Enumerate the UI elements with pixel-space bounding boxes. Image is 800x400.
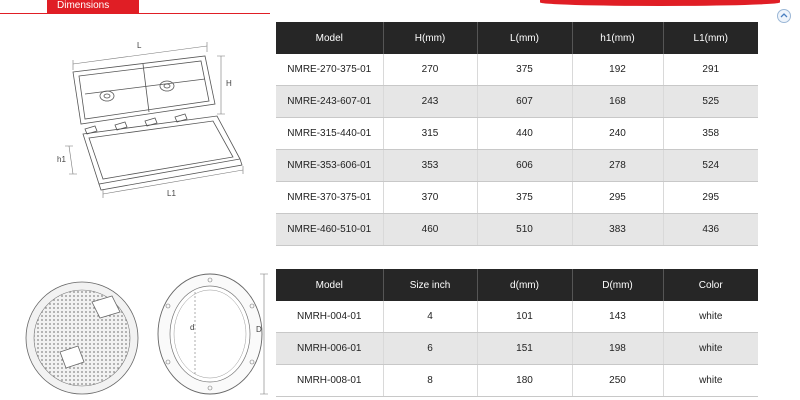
cell-value: 278 (572, 150, 663, 182)
label-H: H (226, 79, 232, 88)
cell-value: 524 (663, 150, 758, 182)
cell-value: 180 (477, 365, 572, 397)
cell-value: 606 (477, 150, 572, 182)
cell-model: NMRH-006-01 (276, 333, 383, 365)
table-header-row (276, 22, 758, 54)
cell-value: 295 (663, 182, 758, 214)
label-L: L (137, 41, 142, 50)
header-color: Color (663, 269, 758, 301)
cell-value: 607 (477, 86, 572, 118)
cell-value: 291 (663, 54, 758, 86)
cell-value: 525 (663, 86, 758, 118)
table-row (276, 333, 758, 365)
cell-model: NMRE-370-375-01 (276, 182, 383, 214)
table-row (276, 150, 758, 182)
header-outer-d: D(mm) (572, 269, 663, 301)
header-accent-curve (540, 0, 780, 6)
table-row (276, 365, 758, 397)
cell-value: 192 (572, 54, 663, 86)
round-hatch-diagram (20, 266, 270, 400)
header-d: d(mm) (477, 269, 572, 301)
cell-model: NMRE-315-440-01 (276, 118, 383, 150)
cell-value: 436 (663, 214, 758, 246)
cell-model: NMRE-353-606-01 (276, 150, 383, 182)
cell-value: 243 (383, 86, 477, 118)
cell-value: 6 (383, 333, 477, 365)
cell-value: 460 (383, 214, 477, 246)
table-header-row (276, 269, 758, 301)
cell-value: 315 (383, 118, 477, 150)
cell-value: 4 (383, 301, 477, 333)
cell-value: white (663, 333, 758, 365)
section-divider (0, 13, 270, 14)
chevron-up-icon[interactable] (777, 9, 791, 23)
cell-model: NMRH-004-01 (276, 301, 383, 333)
cell-value: 375 (477, 182, 572, 214)
cell-value: 440 (477, 118, 572, 150)
cell-model: NMRE-243-607-01 (276, 86, 383, 118)
rect-hatch-diagram (55, 34, 255, 204)
cell-value: 168 (572, 86, 663, 118)
cell-model: NMRE-270-375-01 (276, 54, 383, 86)
section-tab[interactable]: Dimensions (47, 0, 139, 13)
table-row (276, 182, 758, 214)
table-row (276, 54, 758, 86)
header-l1: L1(mm) (663, 22, 758, 54)
cell-value: 383 (572, 214, 663, 246)
header-size-inch: Size inch (383, 269, 477, 301)
label-d: d (190, 323, 195, 332)
cell-value: 198 (572, 333, 663, 365)
hatch-dimensions-table (276, 22, 758, 246)
cell-value: 295 (572, 182, 663, 214)
cell-value: 510 (477, 214, 572, 246)
cell-value: 240 (572, 118, 663, 150)
cell-value: 151 (477, 333, 572, 365)
cell-value: 370 (383, 182, 477, 214)
label-D: D (256, 325, 262, 334)
cell-value: 353 (383, 150, 477, 182)
cell-value: 143 (572, 301, 663, 333)
cell-value: 250 (572, 365, 663, 397)
cell-value: 358 (663, 118, 758, 150)
header-h: H(mm) (383, 22, 477, 54)
header-l: L(mm) (477, 22, 572, 54)
cell-value: white (663, 365, 758, 397)
table-row (276, 118, 758, 150)
header-model: Model (276, 22, 383, 54)
round-hatch-table (276, 269, 758, 397)
label-L1: L1 (167, 189, 176, 198)
cell-value: 8 (383, 365, 477, 397)
cell-value: 375 (477, 54, 572, 86)
cell-value: white (663, 301, 758, 333)
header-h1: h1(mm) (572, 22, 663, 54)
header-model: Model (276, 269, 383, 301)
table-row (276, 301, 758, 333)
cell-model: NMRE-460-510-01 (276, 214, 383, 246)
cell-value: 270 (383, 54, 477, 86)
cell-model: NMRH-008-01 (276, 365, 383, 397)
cell-value: 101 (477, 301, 572, 333)
table-row (276, 86, 758, 118)
label-h1: h1 (57, 155, 66, 164)
table-row (276, 214, 758, 246)
